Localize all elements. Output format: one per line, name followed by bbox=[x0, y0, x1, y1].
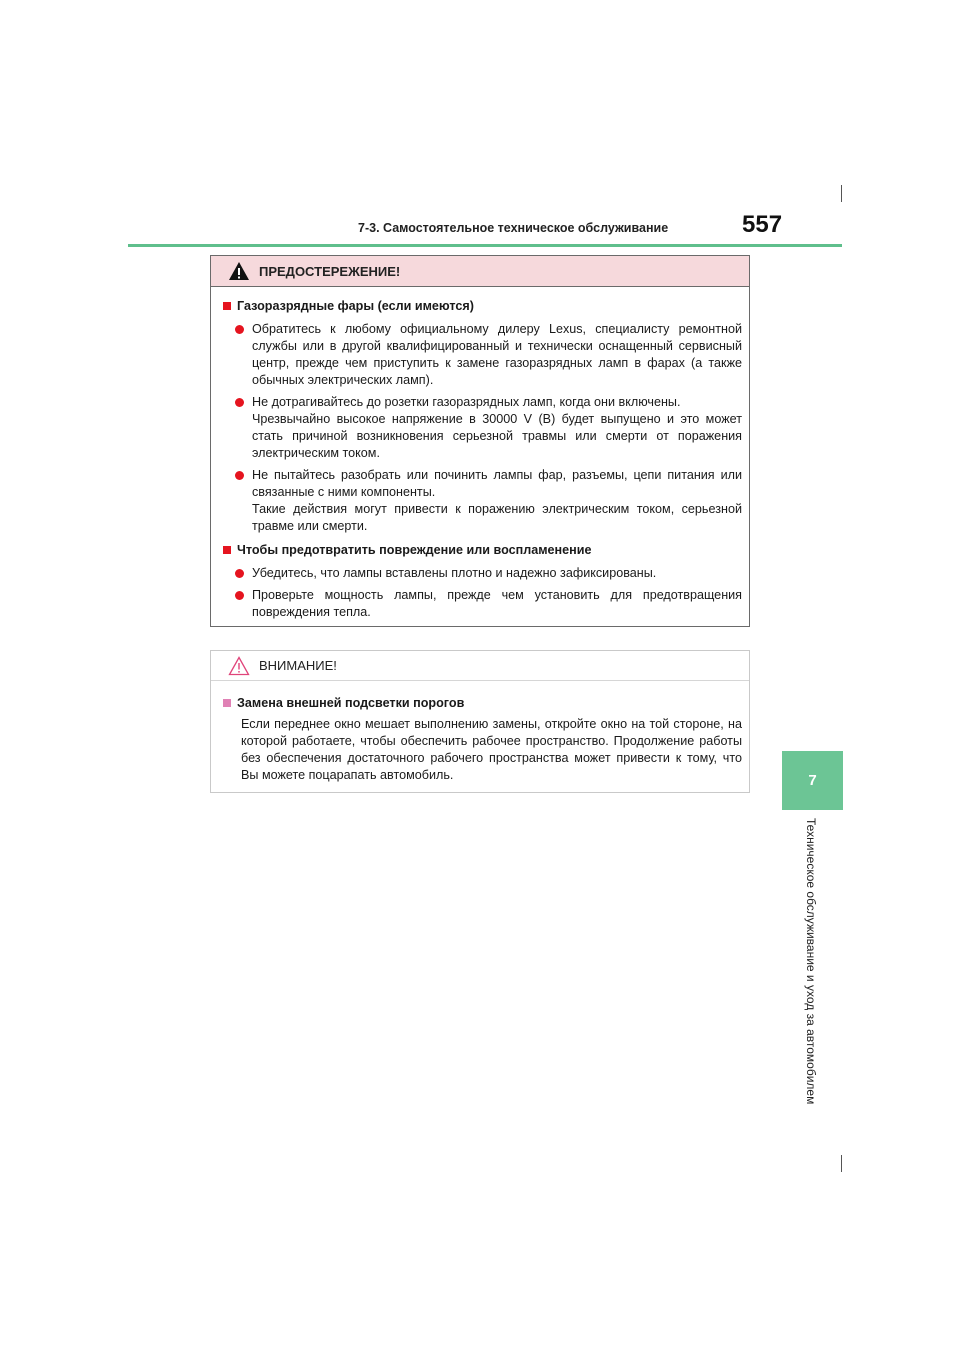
crop-mark-bottom bbox=[841, 1155, 842, 1172]
notice-body bbox=[211, 681, 749, 784]
list-item bbox=[235, 467, 742, 535]
page-number: 557 bbox=[742, 211, 783, 238]
heading-text: Газоразрядные фары (если имеются) bbox=[237, 299, 474, 313]
notice-heading bbox=[223, 695, 742, 712]
item-text: Убедитесь, что лампы вставлены плотно и надежно зафиксированы. bbox=[252, 566, 657, 580]
chapter-title: Техническое обслуживание и уход за автомобилем bbox=[804, 818, 818, 1105]
caution-heading-2 bbox=[223, 542, 742, 559]
item-text-group bbox=[252, 394, 742, 462]
notice-header bbox=[211, 651, 749, 681]
list-item bbox=[235, 321, 742, 389]
round-bullet-icon bbox=[235, 325, 244, 334]
notice-box bbox=[210, 650, 750, 793]
list-item bbox=[235, 565, 742, 582]
warning-triangle-icon bbox=[228, 261, 250, 281]
crop-mark-top bbox=[841, 185, 842, 202]
item-text: Не пытайтесь разобрать или починить лампы фар, разъемы, цепи питания или связанные с ними компоненты. bbox=[252, 468, 742, 499]
square-bullet-icon bbox=[223, 546, 231, 554]
chapter-tab: 7 bbox=[782, 751, 843, 810]
item-text: Проверьте мощность лампы, прежде чем установить для предотвращения повреждения тепла. bbox=[252, 588, 742, 619]
caution-heading-1 bbox=[223, 298, 742, 315]
heading-text: Чтобы предотвратить повреждение или воспламенение bbox=[237, 543, 592, 557]
caution-body bbox=[211, 287, 749, 621]
item-text-group bbox=[252, 467, 742, 535]
round-bullet-icon bbox=[235, 569, 244, 578]
round-bullet-icon bbox=[235, 591, 244, 600]
caution-header bbox=[211, 256, 749, 287]
square-bullet-icon bbox=[223, 699, 231, 707]
caution-title: ПРЕДОСТЕРЕЖЕНИЕ! bbox=[259, 263, 401, 279]
square-bullet-icon bbox=[223, 302, 231, 310]
item-text-continued: Чрезвычайно высокое напряжение в 30000 V (В) будет выпущено и это может стать причиной возникновения серьезной травмы или смерти от поражения электрическим током. bbox=[252, 412, 742, 460]
list-item bbox=[235, 394, 742, 462]
item-text: Не дотрагивайтесь до розетки газоразрядных ламп, когда они включены. bbox=[252, 395, 681, 409]
header-rule bbox=[128, 244, 842, 247]
notice-text: Если переднее окно мешает выполнению замены, откройте окно на той стороне, на которой работаете, чтобы обеспечить рабочее пространство. Продолжение работы без обеспечения достаточного рабочего пространства может привести к тому, что Вы можете поцарапать автомобиль. bbox=[241, 717, 742, 782]
list-item bbox=[235, 587, 742, 621]
round-bullet-icon bbox=[235, 471, 244, 480]
heading-text: Замена внешней подсветки порогов bbox=[237, 696, 465, 710]
section-title: 7-3. Самостоятельное техническое обслуживание bbox=[358, 221, 669, 235]
notice-title: ВНИМАНИЕ! bbox=[259, 658, 337, 673]
caution-box bbox=[210, 255, 750, 627]
item-text: Обратитесь к любому официальному дилеру Lexus, специалисту ремонтной службы или в другой квалифицированный и технически оснащенный сервисный центр, прежде чем приступить к замене газоразрядных ламп в фарах (а также обычных электрических ламп). bbox=[252, 322, 742, 387]
warning-triangle-outline-icon bbox=[228, 656, 250, 676]
round-bullet-icon bbox=[235, 398, 244, 407]
item-text-continued: Такие действия могут привести к поражению электрическим током, серьезной травме или смерти. bbox=[252, 502, 742, 533]
